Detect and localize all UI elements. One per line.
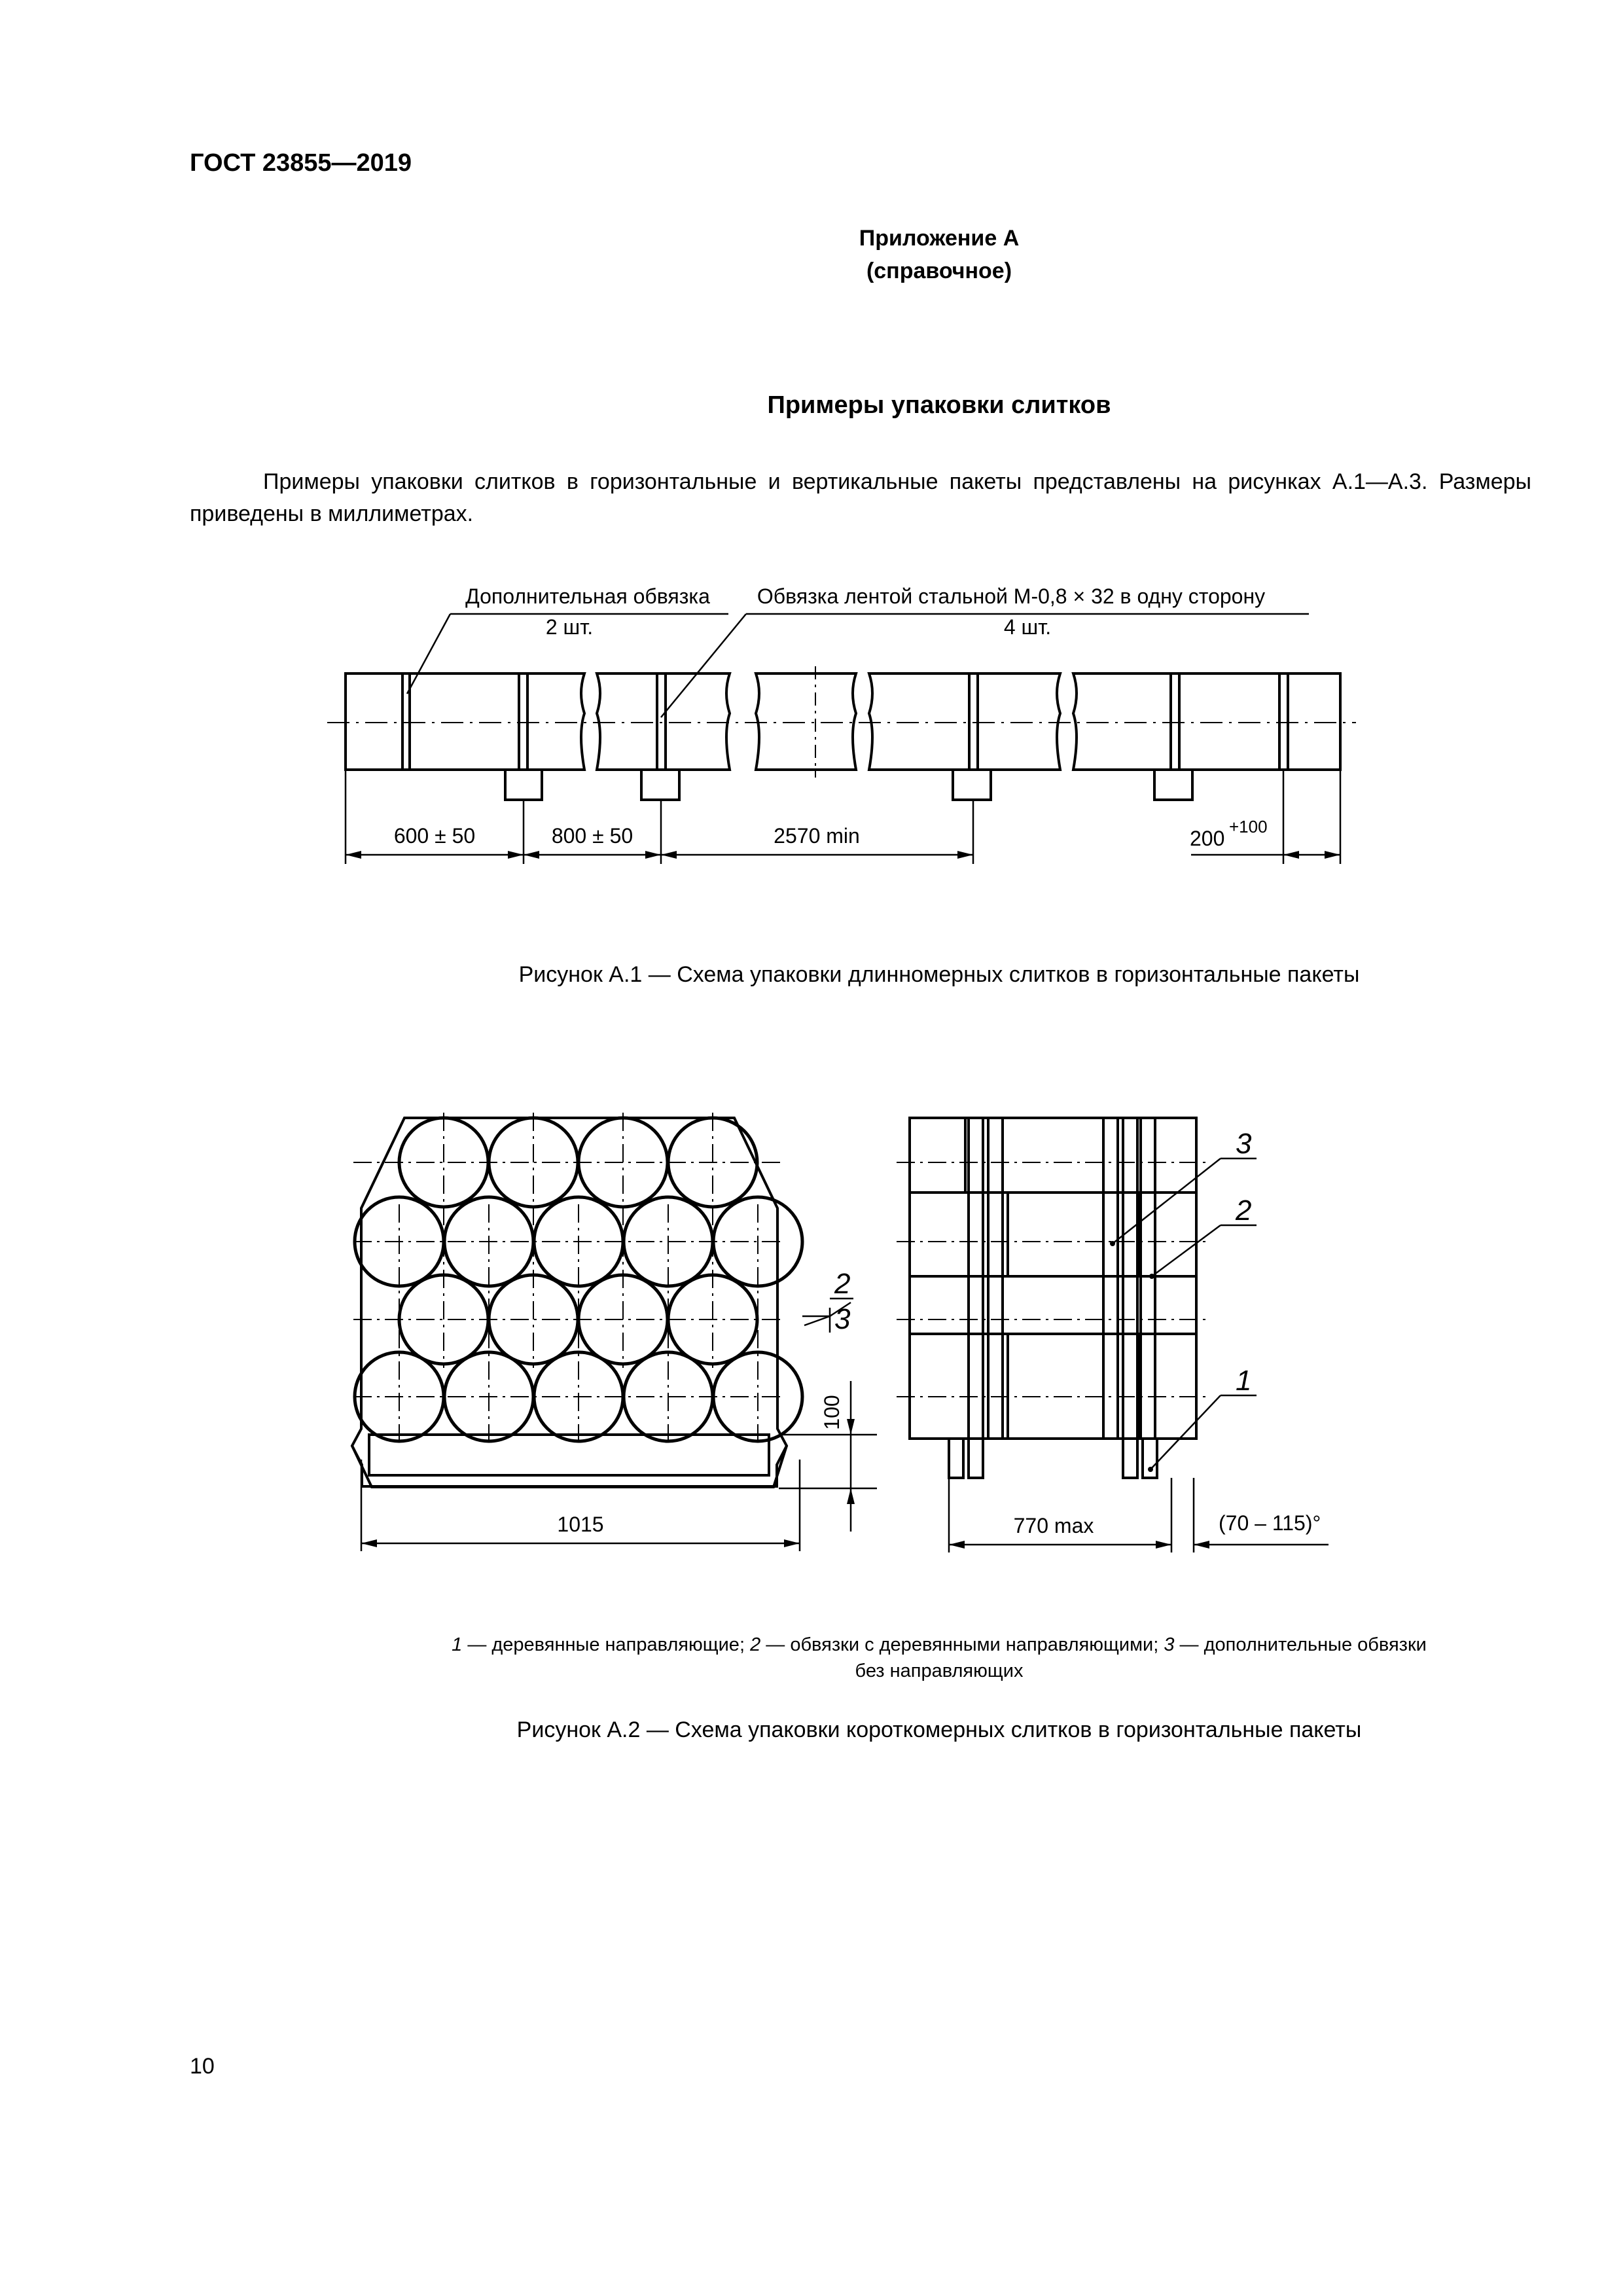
callout-3-front: 3 — [834, 1303, 851, 1335]
dimension-600: 600 ± 50 — [393, 824, 476, 848]
dimension-200-tolerance: +100 — [1229, 817, 1268, 836]
figure-a2-drawing — [0, 1073, 1623, 1610]
appendix-title: Приложение А — [859, 226, 1020, 251]
figure-a2-legend — [190, 1632, 1623, 1684]
figure-a1-caption: Рисунок А.1 — Схема упаковки длинномерных слитков в горизонтальные пакеты — [518, 962, 1360, 987]
figure-a1-drawing — [0, 0, 1623, 929]
wooden-guide — [949, 1439, 963, 1478]
wooden-guide — [1143, 1439, 1157, 1478]
dimension-angle: (70 – 115)° — [1219, 1511, 1321, 1535]
dimension-depth: 770 max — [1013, 1514, 1094, 1537]
intro-paragraph: Примеры упаковки слитков в горизонтальные и вертикальные пакеты представлены на рисунках А.1—А.3. Размеры приведены в миллиметрах. — [190, 469, 1531, 526]
callout-2-side: 2 — [1236, 1194, 1252, 1227]
callout-1-side: 1 — [1236, 1365, 1252, 1397]
callout-2-front: 2 — [834, 1268, 851, 1300]
document-code: ГОСТ 23855—2019 — [190, 149, 412, 177]
dimension-200: 200 — [1190, 827, 1225, 850]
ingot-segment — [1073, 673, 1340, 770]
package-outline — [352, 1118, 787, 1486]
ingot-segment — [756, 673, 856, 770]
label-strap-qty: 4 шт. — [1003, 615, 1052, 639]
figure-a2-caption: Рисунок А.2 — Схема упаковки короткомерных слитков в горизонтальные пакеты — [516, 1717, 1362, 1742]
dimension-2570: 2570 min — [774, 824, 860, 848]
ingot-segment — [597, 673, 730, 770]
ingot-segment — [869, 673, 1060, 770]
ingot-segment — [346, 673, 584, 770]
legend-number: 1 — [452, 1634, 463, 1655]
label-steel-strap: Обвязка лентой стальной М-0,8 × 32 в одну сторону — [757, 584, 1266, 608]
legend-number: 2 — [750, 1634, 761, 1655]
dimension-800: 800 ± 50 — [551, 824, 633, 848]
wooden-guide — [969, 1439, 983, 1478]
wooden-guide — [505, 770, 542, 800]
wooden-guide — [1123, 1439, 1137, 1478]
dimension-width: 1015 — [557, 1513, 604, 1536]
dimension-height: 100 — [820, 1395, 844, 1430]
legend-number: 3 — [1164, 1634, 1175, 1655]
label-additional-strapping: Дополнительная обвязка — [465, 584, 710, 608]
legend-line-2: без направляющих — [855, 1660, 1024, 1681]
label-additional-qty: 2 шт. — [545, 615, 594, 639]
legend-line-1: 1 — деревянные направляющие; 2 — обвязки с деревянными направляющими; 3 — дополнительные обвязки — [452, 1634, 1427, 1655]
appendix-type: (справочное) — [866, 259, 1012, 283]
wooden-guide — [1154, 770, 1192, 800]
wooden-guide — [953, 770, 991, 800]
page-number: 10 — [190, 2054, 215, 2079]
section-title: Примеры упаковки слитков — [767, 391, 1111, 419]
callout-3-side: 3 — [1236, 1128, 1252, 1160]
wooden-guide — [641, 770, 679, 800]
